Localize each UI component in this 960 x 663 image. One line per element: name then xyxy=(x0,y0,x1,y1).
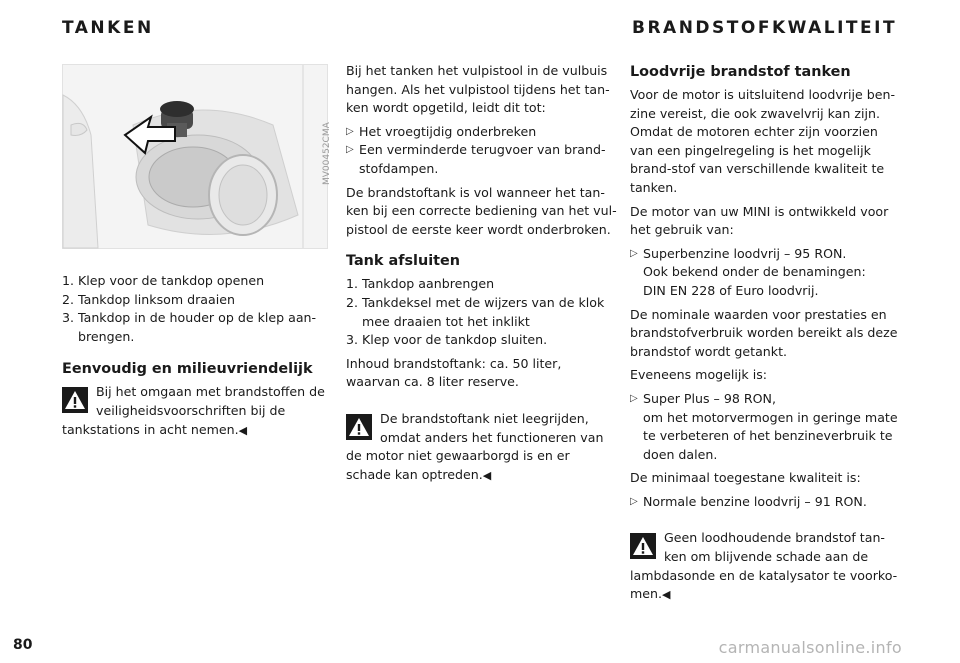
list-item: ▷ Super Plus – 98 RON, om het motorvermogen in geringe mate te verbeteren of het benzineverbruik te doen dalen. xyxy=(630,390,898,462)
fuel-cap-drawing xyxy=(63,65,327,248)
left-column xyxy=(62,272,334,445)
bullet-triangle-icon: ▷ xyxy=(346,125,354,137)
minimum-paragraph: De minimaal toegestane kwaliteit is: xyxy=(630,470,861,486)
engine-paragraph: De motor van uw MINI is ontwikkeld voor het gebruik van: xyxy=(630,203,889,238)
list-item: 2. Tankdeksel met de wijzers van de klok mee draaien tot het inklikt xyxy=(346,294,605,329)
section-title-tanken: TANKEN xyxy=(62,18,154,38)
list-item: 1. Tankdop aanbrengen xyxy=(346,276,495,292)
bullet-triangle-icon: ▷ xyxy=(630,495,638,507)
list-item: 2. Tankdop linksom draaien xyxy=(62,291,235,307)
fuel-cap-illustration xyxy=(62,64,332,249)
list-item: 1. Klep voor de tankdop openen xyxy=(62,273,265,288)
intro-paragraph: Bij het tanken het vulpistool in de vulbuis hangen. Als het vulpistool tijdens het tan-ken wordt opgetild, leidt dit tot: xyxy=(346,63,610,116)
list-item: ▷ Een verminderde terugvoer van brand-stofdampen. xyxy=(346,142,606,176)
end-mark-icon: ◀ xyxy=(662,588,671,602)
section-heading: Loodvrije brandstof tanken xyxy=(630,64,851,80)
close-steps-list xyxy=(346,275,618,349)
watermark: carmanualsonline.info xyxy=(718,638,902,657)
bullet-triangle-icon: ▷ xyxy=(630,247,638,259)
consequences-list xyxy=(346,123,618,179)
warning-icon xyxy=(346,414,372,440)
nominal-paragraph: De nominale waarden voor prestaties en brandstofverbruik worden bereikt als deze brandstof wordt getankt. xyxy=(630,306,898,359)
section-title-brandstofkwaliteit: BRANDSTOFKWALITEIT xyxy=(632,18,898,38)
full-tank-paragraph: De brandstoftank is vol wanneer het tan-ken bij een correcte bediening van het vul-pistool de eerste keer wordt onderbroken. xyxy=(346,184,617,237)
warning-icon xyxy=(630,533,656,559)
unleaded-paragraph: Voor de motor is uitsluitend loodvrije ben-zine vereist, die ook zwavelvrij kan zijn. Omdat de motoren echter zijn voorzien van een pingelregeling is het mogelijk brand-stof van verschillende kwaliteit te tanken. xyxy=(630,87,896,195)
open-steps-list xyxy=(62,272,334,346)
warning-block: Bij het omgaan met brandstoffen de veiligheidsvoorschriften bij de tankstations in acht nemen.◀ xyxy=(62,384,325,437)
end-mark-icon: ◀ xyxy=(482,468,492,482)
bullet-triangle-icon: ▷ xyxy=(346,144,354,156)
page-number: 80 xyxy=(13,637,33,653)
warning-icon xyxy=(62,387,88,413)
section-heading: Tank afsluiten xyxy=(346,253,461,270)
capacity-paragraph: Inhoud brandstoftank: ca. 50 liter, waarvan ca. 8 liter reserve. xyxy=(346,355,562,390)
fuel-list-3 xyxy=(630,493,904,512)
image-code: MV00452CMA xyxy=(322,122,332,185)
right-column xyxy=(630,62,904,610)
fuel-list-2 xyxy=(630,390,904,464)
list-item: 3. Klep voor de tankdop sluiten. xyxy=(346,332,548,348)
list-item: ▷ Normale benzine loodvrij – 91 RON. xyxy=(630,493,904,512)
bullet-triangle-icon: ▷ xyxy=(630,392,638,404)
also-possible-paragraph: Eveneens mogelijk is: xyxy=(630,367,767,383)
end-mark-icon: ◀ xyxy=(238,423,248,437)
list-item: ▷ Het vroegtijdig onderbreken xyxy=(346,123,618,142)
list-item: 3. Tankdop in de houder op de klep aan- brengen. xyxy=(62,310,317,344)
section-heading: Eenvoudig en milieuvriendelijk xyxy=(62,361,313,378)
warning-block: Geen loodhoudende brandstof tan- ken om blijvende schade aan de lambdasonde en de katalysator te voorko-men.◀ xyxy=(630,530,898,602)
warning-block: De brandstoftank niet leegrijden, omdat anders het functioneren van de motor niet gewaarborgd is en er schade kan optreden.◀ xyxy=(346,410,604,482)
list-item: ▷ Superbenzine loodvrij – 95 RON. Ook bekend onder de benamingen: DIN EN 228 of Euro loodvrij. xyxy=(630,245,866,298)
middle-column xyxy=(346,62,618,490)
fuel-list-1 xyxy=(630,245,904,301)
